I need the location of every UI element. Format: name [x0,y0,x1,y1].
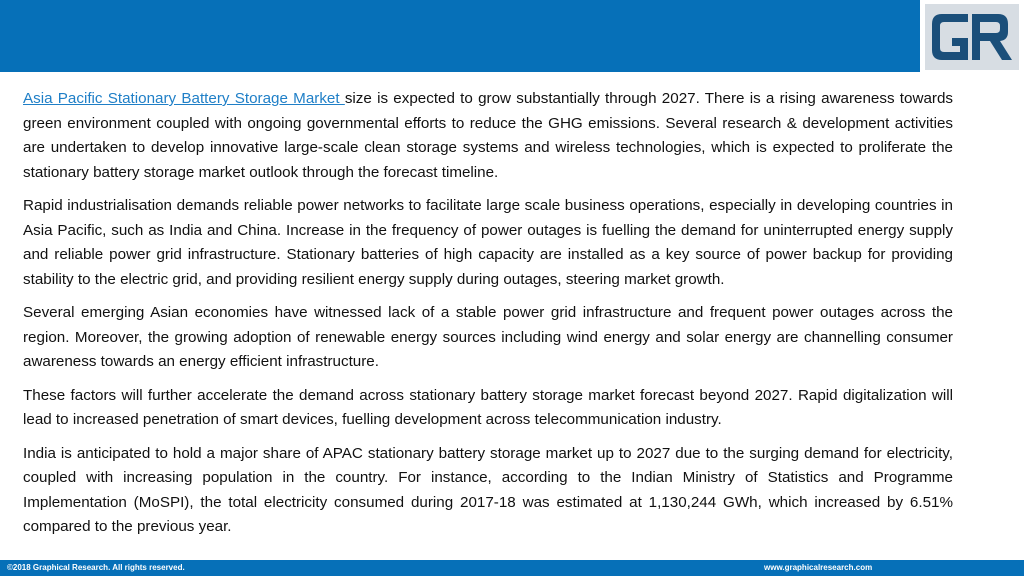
paragraph-4: These factors will further accelerate the demand across stationary battery storage market forecast beyond 2027. Rapid digitalization will lead to increased penetration of smart devices, fuelling development across telecommunication industry. [23,386,953,428]
article-body [23,87,953,549]
paragraph-1-text: size is expected to grow substantially through 2027. There is a rising awareness towards green environment coupled with ongoing governmental efforts to reduce the GHG emissions. Several research & development activities are undertaken to develop innovative large-scale clean storage systems and wireless technologies, which is expected to proliferate the stationary battery storage market outlook through the forecast timeline. [23,90,953,181]
paragraph-5: India is anticipated to hold a major share of APAC stationary battery storage market up to 2027 due to the surging demand for electricity, coupled with increasing population in the country. For instance, according to the Indian Ministry of Statistics and Programme Implementation (MoSPI), the total electricity consumed during 2017-18 was estimated at 1,130,244 GWh, which increased by 6.51% compared to the previous year. [23,444,953,535]
graphical-research-logo[interactable] [920,0,1024,74]
market-report-link[interactable]: Asia Pacific Stationary Battery Storage Market [23,90,345,107]
footer-bar [0,560,1024,576]
header-bar [0,0,1024,72]
copyright-text: ©2018 Graphical Research. All rights reserved. [7,563,185,572]
paragraph-2: Rapid industrialisation demands reliable power networks to facilitate large scale business operations, especially in developing countries in Asia Pacific, such as India and China. Increase in the frequency of power outages is fuelling the demand for uninterrupted energy supply and reliable power grid infrastructure. Stationary batteries of high capacity are installed as a key source of power backup for providing stability to the electric grid, and providing resilient energy supply during outages, steering market growth. [23,197,953,288]
paragraph-3: Several emerging Asian economies have witnessed lack of a stable power grid infrastructure and frequent power outages across the region. Moreover, the growing adoption of renewable energy sources including wind energy and solar energy are channelling consumer awareness towards an energy efficient infrastructure. [23,304,953,370]
website-link[interactable]: www.graphicalresearch.com [764,563,873,572]
paragraph-1 [23,87,953,185]
